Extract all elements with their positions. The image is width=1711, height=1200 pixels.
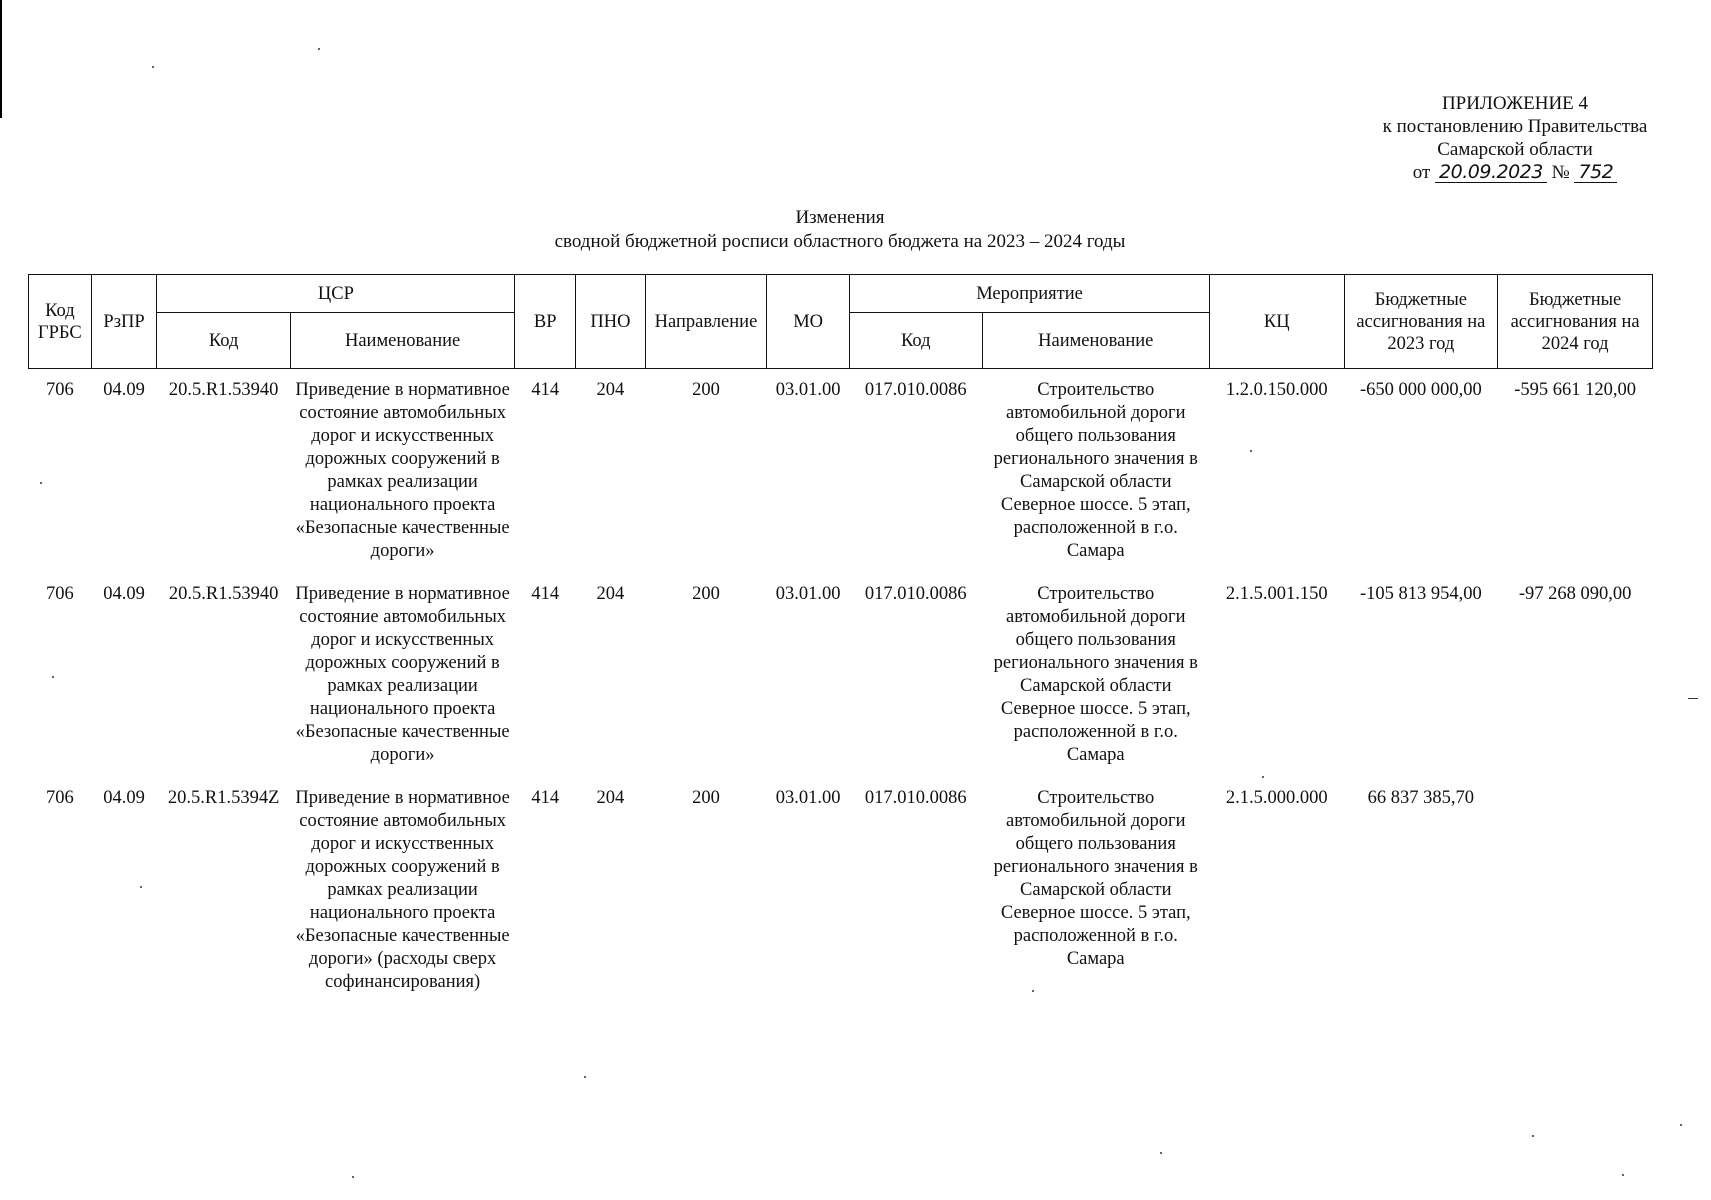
cell-grbs: 706	[45, 380, 74, 400]
header-budget-2024: Бюджетные ассигнования на 2024 год	[1498, 275, 1653, 369]
scan-speck	[318, 48, 320, 50]
scan-speck	[40, 482, 42, 484]
header-napravlenie: Направление	[645, 275, 766, 369]
scan-speck	[1250, 450, 1252, 452]
cell-kc: 2.1.5.000.000	[1225, 788, 1328, 808]
table-header	[29, 275, 1653, 369]
cell-rzpr: 04.09	[103, 788, 145, 808]
table-row	[29, 777, 1653, 1004]
title-line-2: сводной бюджетной росписи областного бюджета на 2023 – 2024 годы	[554, 231, 1126, 252]
header-budget-2023: Бюджетные ассигнования на 2023 год	[1344, 275, 1498, 369]
header-mo: МО	[767, 275, 850, 369]
appendix-region: Самарской области	[1437, 139, 1593, 160]
scan-speck	[1032, 990, 1034, 992]
scan-edge	[0, 0, 2, 118]
header-kod-grbs: Код ГРБС	[29, 275, 92, 369]
header-rzpr: РзПР	[91, 275, 157, 369]
cell-mer-kod: 017.010.0086	[864, 380, 967, 400]
budget-table	[28, 274, 1653, 1004]
cell-csr-name: Приведение в нормативное состояние автомобильных дорог и искусственных дорожных сооружений в рамках реализации национального проекта «Безопасные качественные дороги»	[295, 380, 510, 561]
cell-vr: 414	[531, 584, 560, 604]
cell-napravlenie: 200	[692, 380, 720, 400]
cell-pno: 204	[596, 380, 625, 400]
scan-speck	[140, 886, 142, 888]
cell-budget-2024	[1498, 777, 1653, 1004]
cell-vr: 414	[531, 788, 560, 808]
cell-mer-name: Строительство автомобильной дороги общего пользования регионального значения в Самарской области Северное шоссе. 5 этап, расположенной в г.о. Самара	[993, 380, 1198, 561]
cell-napravlenie: 200	[692, 584, 720, 604]
scan-speck	[1160, 1152, 1162, 1154]
scan-speck	[1680, 1124, 1682, 1126]
header-csr: ЦСР	[157, 275, 515, 313]
scan-speck	[1532, 1135, 1534, 1137]
scan-speck	[152, 66, 154, 68]
document-title	[520, 206, 1160, 254]
appendix-date-number	[1365, 161, 1665, 184]
title-line-1: Изменения	[795, 207, 885, 228]
cell-pno: 204	[596, 788, 625, 808]
header-csr-kod: Код	[157, 313, 290, 369]
table-row	[29, 369, 1653, 574]
appendix-resolution: к постановлению Правительства	[1382, 116, 1648, 137]
cell-kc: 1.2.0.150.000	[1225, 380, 1328, 400]
cell-budget-2024: -595 661 120,00	[1514, 380, 1636, 400]
header-csr-name: Наименование	[290, 313, 514, 369]
cell-pno: 204	[596, 584, 625, 604]
cell-csr-name: Приведение в нормативное состояние автомобильных дорог и искусственных дорожных сооружений в рамках реализации национального проекта «Безопасные качественные дороги» (расходы сверх софинансирования)	[295, 788, 510, 992]
cell-csr-kod: 20.5.R1.53940	[168, 380, 279, 400]
cell-mo: 03.01.00	[775, 380, 841, 400]
scan-speck	[1688, 698, 1698, 699]
scan-speck	[1622, 1174, 1624, 1176]
cell-mer-name: Строительство автомобильной дороги общего пользования регионального значения в Самарской области Северное шоссе. 5 этап, расположенной в г.о. Самара	[993, 788, 1198, 969]
cell-rzpr: 04.09	[103, 584, 145, 604]
number-prefix: №	[1551, 162, 1570, 183]
appendix-title: ПРИЛОЖЕНИЕ 4	[1441, 93, 1589, 114]
handwritten-date: 20.09.2023	[1435, 162, 1547, 183]
header-vr: ВР	[515, 275, 576, 369]
header-mer-kod: Код	[850, 313, 982, 369]
table-row	[29, 573, 1653, 777]
cell-grbs: 706	[45, 584, 74, 604]
header-kc: КЦ	[1210, 275, 1344, 369]
handwritten-number: 752	[1574, 162, 1617, 183]
cell-mo: 03.01.00	[775, 788, 841, 808]
cell-rzpr: 04.09	[103, 380, 145, 400]
cell-grbs: 706	[45, 788, 74, 808]
cell-budget-2023: -650 000 000,00	[1359, 380, 1482, 400]
scan-speck	[352, 1176, 354, 1178]
cell-csr-kod: 20.5.R1.5394Z	[167, 788, 280, 808]
cell-mer-kod: 017.010.0086	[864, 788, 967, 808]
scan-speck	[1262, 776, 1264, 778]
table-body	[29, 369, 1653, 1005]
scan-speck	[584, 1076, 586, 1078]
cell-napravlenie: 200	[692, 788, 720, 808]
cell-budget-2023: -105 813 954,00	[1359, 584, 1482, 604]
cell-mo: 03.01.00	[775, 584, 841, 604]
header-pno: ПНО	[576, 275, 646, 369]
cell-budget-2023: 66 837 385,70	[1367, 788, 1475, 808]
scan-speck	[52, 676, 54, 678]
cell-budget-2024: -97 268 090,00	[1518, 584, 1632, 604]
header-meropriyatie: Мероприятие	[850, 275, 1210, 313]
cell-mer-kod: 017.010.0086	[864, 584, 967, 604]
header-mer-name: Наименование	[982, 313, 1210, 369]
cell-vr: 414	[531, 380, 560, 400]
date-prefix: от	[1412, 162, 1431, 183]
cell-kc: 2.1.5.001.150	[1225, 584, 1328, 604]
appendix-header	[1365, 92, 1665, 184]
cell-csr-kod: 20.5.R1.53940	[168, 584, 279, 604]
cell-csr-name: Приведение в нормативное состояние автомобильных дорог и искусственных дорожных сооружений в рамках реализации национального проекта «Безопасные качественные дороги»	[295, 584, 510, 765]
cell-mer-name: Строительство автомобильной дороги общего пользования регионального значения в Самарской области Северное шоссе. 5 этап, расположенной в г.о. Самара	[993, 584, 1198, 765]
